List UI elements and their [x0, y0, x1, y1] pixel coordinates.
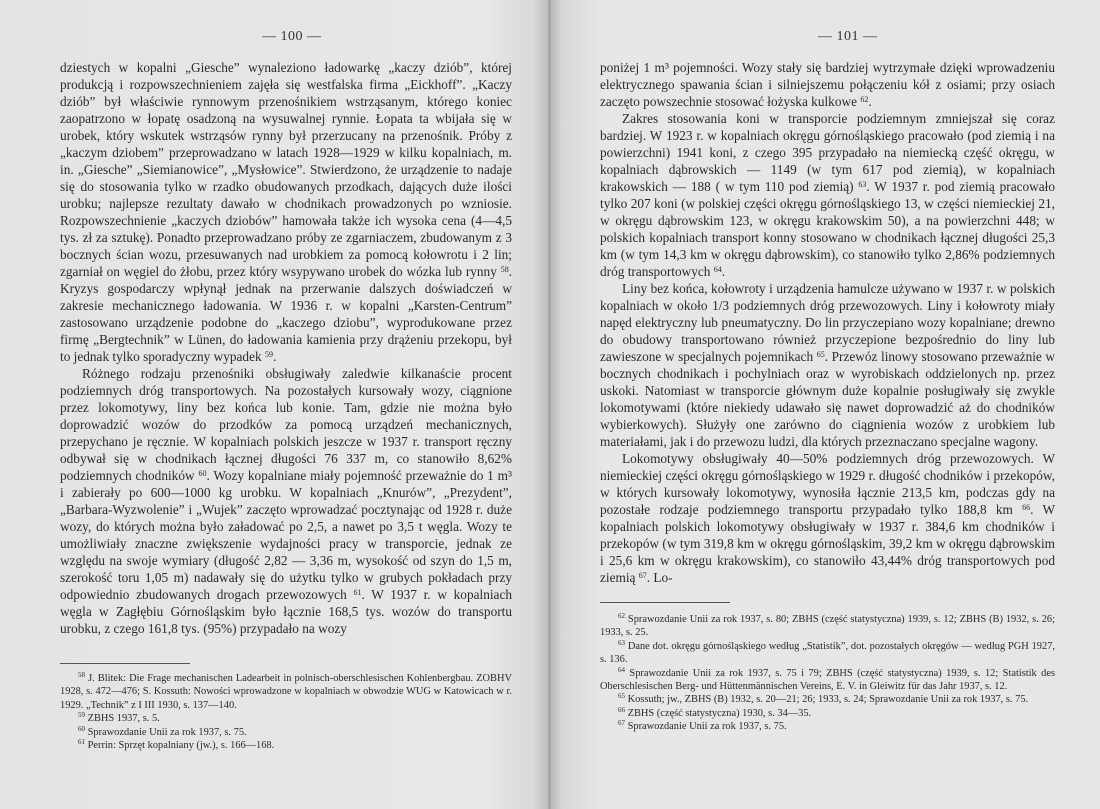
footnote: $^{67}$ Sprawozdanie Unii za rok 1937, s. 75. [618, 719, 787, 733]
footnote: $^{58}$ J. Blitek: Die Frage mechanischen Ladearbeit in polnisch-oberschlesischen Kohlenbergbau. ZOBHV 1928, s. 472—476; S. Kossuth: Nowości wprowadzone w kopalniach w obwodzie WUG w Katowicach w r. 1929. „Technik” z I III 1930, s. 137—140. [60, 671, 512, 711]
paragraph: Liny bez końca, kołowroty i urządzenia hamulcze używano w 1937 r. w polskich kopalniach w około 1/3 podziemnych dróg przewozowych. Liny i kołowroty miały napęd elektryczny lub pneumatyczny. Do lin przyczepiano wozy kopalniane; drewno do obudowy transportowano również przyczepione bezpośrednio do liny lub zawieszone w specjalnych pojemnikach $^{65}$. Przewóz linowy stosowano przeważnie w bocznych chodnikach i pochylniach oraz w wyrobiskach oddzielonych np. przez uskoki. Natomiast w transporcie głównym duże kopalnie posługiwały się zwykle lokomotywami (które niekiedy udawało się nawet doprowadzić aż do chodników wybierkowych). Służyły one zarówno do ciągnienia wozów z urobkiem lub materiałami, jak i do przewozu ludzi, dla których przeznaczano specjalne wagony. [600, 281, 1056, 449]
footnote-ref: 62 [860, 95, 869, 104]
footnote-ref: 63 [858, 180, 867, 189]
footnote-ref: 58 [500, 265, 509, 274]
page-number: — 101 — [818, 29, 878, 44]
footnote: $^{59}$ ZBHS 1937, s. 5. [78, 711, 160, 725]
footnote-ref: 60 [198, 469, 207, 478]
paragraph: Lokomotywy obsługiwały 40—50% podziemnych dróg przewozowych. W niemieckiej części okręgu górnośląskiego w 1929 r. długość chodników i przekopów, w których kursowały lokomotywy, wynosiła łącznie 213,5 km, podczas gdy na pozostałe rodzaje podziemnego transportu przypadało tylko 188,8 km $^{66}$. W kopalniach polskich lokomotywy obsługiwały w 1937 r. 384,6 km chodników i przekopów (w tym 319,8 km w okręgu górnośląskim, 39,2 km w okręgu dąbrowskim i 25,6 km w okręgu krakowskim), co stanowiło 43,44% dróg transportowych pod ziemią $^{67}$. Lo- [600, 451, 1055, 585]
footnote-separator [600, 602, 730, 603]
body-text [600, 59, 1055, 586]
footnote-separator [60, 663, 190, 664]
footnote-ref: 61 [353, 588, 362, 597]
footnote-ref: 67 [638, 571, 647, 580]
paragraph: Zakres stosowania koni w transporcie podziemnym zmniejszał się coraz bardziej. W 1923 r. w kopalniach okręgu górnośląskiego pracowało (pod ziemią i na powierzchni) 1941 koni, z czego 395 przypadało na niemiecką część okręgu, w kopalniach dąbrowskich — 1149 (w tym 617 pod ziemią), w kopalniach krakowskich — 188 ( w tym 110 pod ziemią) $^{63}$. W 1937 r. pod ziemią pracowało tylko 207 koni (w polskiej części okręgu górnośląskiego 13, w części niemieckiej 21, w okręgu dąbrowskim 123, w okręgu krakowskim 50), a na powierzchni 448; w polskich kopalniach transport konny stosowano w chodnikach łącznej długości 25,3 km (w tym 14,3 km w okręgu dąbrowskim), co stanowiło tylko 2,86% podziemnych dróg transportowych $^{64}$. [600, 111, 1055, 279]
footnote: $^{64}$ Sprawozdanie Unii za rok 1937, s. 75 i 79; ZBHS (część statystyczna) 1939, s. 12; Statistik des Oberschlesischen Berg- und Hüttenmännischen Vereins, E. V. in Gleiwitz für das Jahr 1937, s. 12. [600, 665, 1055, 693]
footnote: $^{61}$ Perrin: Sprzęt kopalniany (jw.), s. 166—168. [78, 738, 275, 752]
footnote: $^{60}$ Sprawozdanie Unii za rok 1937, s. 75. [78, 724, 247, 738]
footnote: $^{66}$ ZBHS (część statystyczna) 1930, s. 34—35. [618, 705, 812, 719]
page-number: — 100 — [262, 29, 322, 44]
right-page [551, 0, 1100, 809]
paragraph: poniżej 1 m³ pojemności. Wozy stały się bardziej wytrzymałe dzięki wprowadzeniu elektrycznego spawania ścian i silniejszemu połączeniu kół z osiami; przy osiach zaczęto powszechnie stosować łożyska kulkowe $^{62}$. [600, 60, 1055, 109]
footnote-ref: 66 [1022, 503, 1031, 512]
footnote: $^{62}$ Sprawozdanie Unii za rok 1937, s. 80; ZBHS (część statystyczna) 1939, s. 12; ZBHS (B) 1932, s. 26; 1933, s. 25. [600, 612, 1055, 639]
paragraph: dziestych w kopalni „Giesche” wynaleziono ładowarkę „kaczy dziób”, której produkcją i rozpowszechnieniem zajęła się westfalska firma „Eickhoff”. „Kaczy dziób” był właściwie rynnowym przenośnikiem wstrząsanym, którego koniec zaopatrzono w łopatę osadzoną na wysuwalnej rynnie. Łopata ta wbijała się w urobek, który wskutek wstrząsów rynny był przerzucany na przenośnik. Próby z „kaczym dziobem” przeprowadzano w latach 1928—1929 w kilku kopalniach, m. in. „Giesche” „Siemianowice”, „Mysłowice”. Stwierdzono, że urządzenie to nadaje się do stosowania tylko w rzadko obudowanych przodkach, dających duże ilości urobku; najlepsze rezultaty dawało w chodnikach prowadzonych po wzniosie. Rozpowszechnienie „kaczych dziobów” hamowała także ich wysoka cena (4—4,5 tys. zł za sztukę). Ponadto przeprowadzano próby ze zgarniaczem, zbudowanym z 3 bocznych ścian wozu, przesuwanych nad urobkiem za pomocą kołowrotu i 2 lin; zgarniał on węgiel do żłobu, przez który wsypywano urobek do wózka lub rynny $^{58}$. Kryzys gospodarczy wpłynął jednak na przerwanie dalszych doświadczeń w zakresie mechanicznego ładowania. W 1936 r. w kopalni „Karsten-Centrum” zastosowano urządzenie podobne do „kaczego dziobu”, wyprodukowane przez firmę „Bergtechnik” w Lünen, do ładowania kamienia przy drążeniu przekopu, był to jednak tylko sporadyczny wypadek $^{59}$. [60, 60, 513, 364]
footnote: $^{65}$ Kossuth; jw., ZBHS (B) 1932, s. 20—21; 26; 1933, s. 24; Sprawozdanie Unii za rok 1937, s. 75. [618, 692, 1029, 706]
footnote-ref: 64 [713, 265, 722, 274]
footnotes [600, 613, 1055, 734]
footnotes [60, 672, 512, 752]
paragraph: Różnego rodzaju przenośniki obsługiwały zaledwie kilkanaście procent podziemnych dróg transportowych. Na pozostałych kursowały wozy, ciągnione przez lokomotywy, liny bez końca lub konie. Tam, gdzie nie można było doprowadzić wozów do przodków za pomocą urządzeń mechanicznych, przepychano je ręcznie. W kopalniach polskich jeszcze w 1937 r. transport ręczny odbywał się w chodnikach łącznej długości 76 337 m, co stanowiło 8,62% podziemnych chodników $^{60}$. Wozy kopalniane miały pojemność przeważnie do 1 m³ i zabierały po 600—1000 kg urobku. W kopalniach „Knurów”, „Prezydent”, „Barbara-Wyzwolenie” i „Wujek” zaczęto wprowadzać pocztynając od 1928 r. duże wozy, do których można było załadować po 2,5, a nawet po 3,5 t węgla. Wozy te umożliwiały znaczne zwiększenie wydajności pracy w transporcie, jednak ze względu na swoje wymiary (długość 2,82 — 3,36 m, wysokość od szyn do 1,5 m, szerokość toru 1,05 m) nadawały się do użytku tylko w grubych pokładach przy odpowiednio zbudowanych drogach przewozowych $^{61}$. W 1937 r. w kopalniach węgla w Zagłębiu Górnośląskim było łącznie 168,5 tys. wozów do transportu urobku, z czego 161,8 tys. (95%) przypadało na wozy [60, 366, 513, 636]
footnote-ref: 59 [264, 350, 273, 359]
left-page [0, 0, 549, 809]
footnote: $^{63}$ Dane dot. okręgu górnośląskiego według „Statistik”, dot. pozostałych okręgów — według PGH 1927, s. 136. [600, 638, 1055, 666]
footnote-ref: 65 [816, 350, 825, 359]
body-text [60, 59, 512, 637]
